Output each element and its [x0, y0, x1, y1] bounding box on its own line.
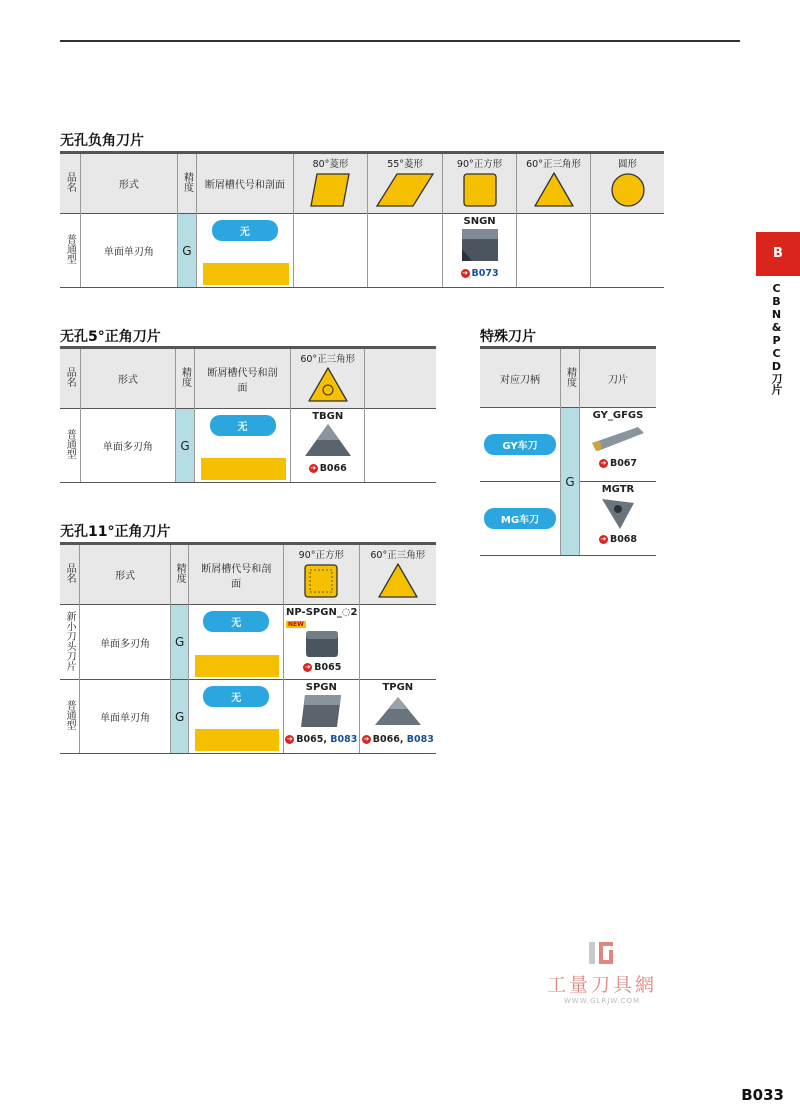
page-reference[interactable]: ➔ B066: [310, 463, 347, 474]
holder-gy-badge: GY车刀: [484, 434, 556, 455]
shape-round: 圆形: [591, 153, 664, 214]
row-grade: G: [170, 605, 189, 680]
header-form: 形式: [80, 153, 177, 214]
header-chipbreaker: 断屑槽代号和剖面: [194, 348, 290, 409]
chipbreaker-none-badge: 无: [212, 220, 278, 241]
page-reference[interactable]: ➔ B073: [462, 268, 499, 279]
insert-photo-icon: [373, 693, 423, 731]
holder-mg-badge: MG车刀: [484, 508, 556, 529]
watermark: [532, 940, 672, 1005]
header-chipbreaker: 断屑槽代号和剖面: [196, 153, 293, 214]
header-grade: 精度: [179, 367, 191, 387]
section-tab-b[interactable]: B: [756, 232, 800, 276]
header-form: 形式: [80, 348, 176, 409]
row-grade: G: [176, 409, 195, 483]
header-pinming: 品名: [64, 367, 76, 387]
row-form: 单面单刃角: [80, 214, 177, 288]
chipbreaker-profile: [195, 729, 279, 751]
header-chipbreaker: 断屑槽代号和剖面: [189, 544, 284, 605]
circle-icon: [608, 170, 648, 210]
insert-photo-icon: [303, 422, 353, 460]
row-grade: G: [178, 214, 197, 288]
watermark-brand: 工量刀具網: [546, 974, 657, 996]
row-form: 单面单刃角: [80, 680, 171, 754]
square-icon: [460, 170, 500, 210]
header-pinming: 品名: [64, 172, 76, 192]
header-grade: 精度: [181, 172, 193, 192]
insert-photo-icon: [588, 421, 648, 455]
product-gy-gfgs: GY_GFGS ➔ B067: [580, 408, 657, 482]
triangle-icon: [376, 561, 420, 601]
page-number: B033: [741, 1086, 784, 1104]
chipbreaker-profile: [201, 458, 286, 480]
rhombus-80-icon: [307, 170, 353, 210]
insert-photo-icon: [303, 629, 341, 659]
product-mgtr: MGTR ➔ B068: [580, 482, 657, 556]
square-icon: [301, 561, 341, 601]
insert-photo-icon: [598, 495, 638, 531]
chipbreaker-none-badge: 无: [203, 611, 269, 632]
section-title-negative: 无孔负角刀片: [60, 133, 144, 149]
header-grade: 精度: [564, 366, 576, 387]
row-type: 普通型: [64, 234, 76, 264]
section-title-special: 特殊刀片: [480, 329, 536, 345]
insert-photo-icon: [460, 227, 500, 265]
shape-80-rhombic: 80°菱形: [293, 153, 367, 214]
table-special: [480, 346, 656, 556]
section-tab-label: CBN&PCD刀片: [770, 282, 783, 395]
row-type: 普通型: [64, 429, 76, 459]
page-reference[interactable]: ➔ B065: [304, 662, 342, 673]
row-form: 单面多刃角: [80, 605, 171, 680]
product-tpgn: TPGN ➔ B066, B083: [359, 680, 436, 754]
table-negative: [60, 151, 664, 288]
table-11deg: [60, 542, 436, 754]
section-title-5deg: 无孔5°正角刀片: [60, 329, 161, 345]
chipbreaker-profile: [195, 655, 279, 677]
shape-55-rhombic: 55°菱形: [368, 153, 443, 214]
rhombus-55-icon: [375, 170, 435, 210]
chipbreaker-none-badge: 无: [210, 415, 276, 436]
section-title-11deg: 无孔11°正角刀片: [60, 524, 171, 540]
header-insert: 刀片: [580, 348, 657, 408]
row-type: 新小刀头刀片: [64, 610, 76, 671]
chipbreaker-profile: [203, 263, 289, 285]
row-grade: G: [561, 408, 580, 556]
top-rule: [60, 40, 740, 42]
product-tbgn: TBGN ➔ B066: [291, 409, 365, 483]
watermark-url: WWW.GLRJW.COM: [563, 997, 641, 1005]
shape-60-triangle: 60°正三角形: [359, 544, 436, 605]
shape-90-square: 90°正方形: [284, 544, 360, 605]
row-grade: G: [170, 680, 189, 754]
row-form: 单面多刃角: [80, 409, 176, 483]
product-np-spgn: NP-SPGN_◌2 NEW ➔ B065: [284, 605, 360, 680]
page-reference[interactable]: ➔ B068: [600, 534, 638, 545]
header-holder: 对应刀柄: [480, 348, 561, 408]
page-reference[interactable]: ➔ B066, B083: [363, 734, 434, 745]
page-reference[interactable]: ➔ B067: [600, 458, 638, 469]
product-sngn: SNGN ➔ B073: [443, 214, 517, 288]
page-reference[interactable]: ➔ B065, B083: [286, 734, 358, 745]
row-type: 普通型: [64, 700, 76, 730]
header-pinming: 品名: [64, 563, 76, 583]
shape-60-triangle: 60°正三角形: [517, 153, 591, 214]
chipbreaker-none-badge: 无: [203, 686, 269, 707]
product-spgn: SPGN ➔ B065, B083: [284, 680, 360, 754]
new-badge: NEW: [288, 621, 304, 628]
table-5deg: [60, 346, 436, 483]
watermark-logo-icon: [587, 940, 617, 966]
header-grade: 精度: [174, 563, 186, 583]
insert-photo-icon: [299, 693, 343, 731]
triangle-icon: [532, 170, 576, 210]
triangle-icon: [306, 365, 350, 405]
header-form: 形式: [80, 544, 171, 605]
shape-90-square: 90°正方形: [443, 153, 517, 214]
shape-60-triangle: 60°正三角形: [291, 348, 365, 409]
